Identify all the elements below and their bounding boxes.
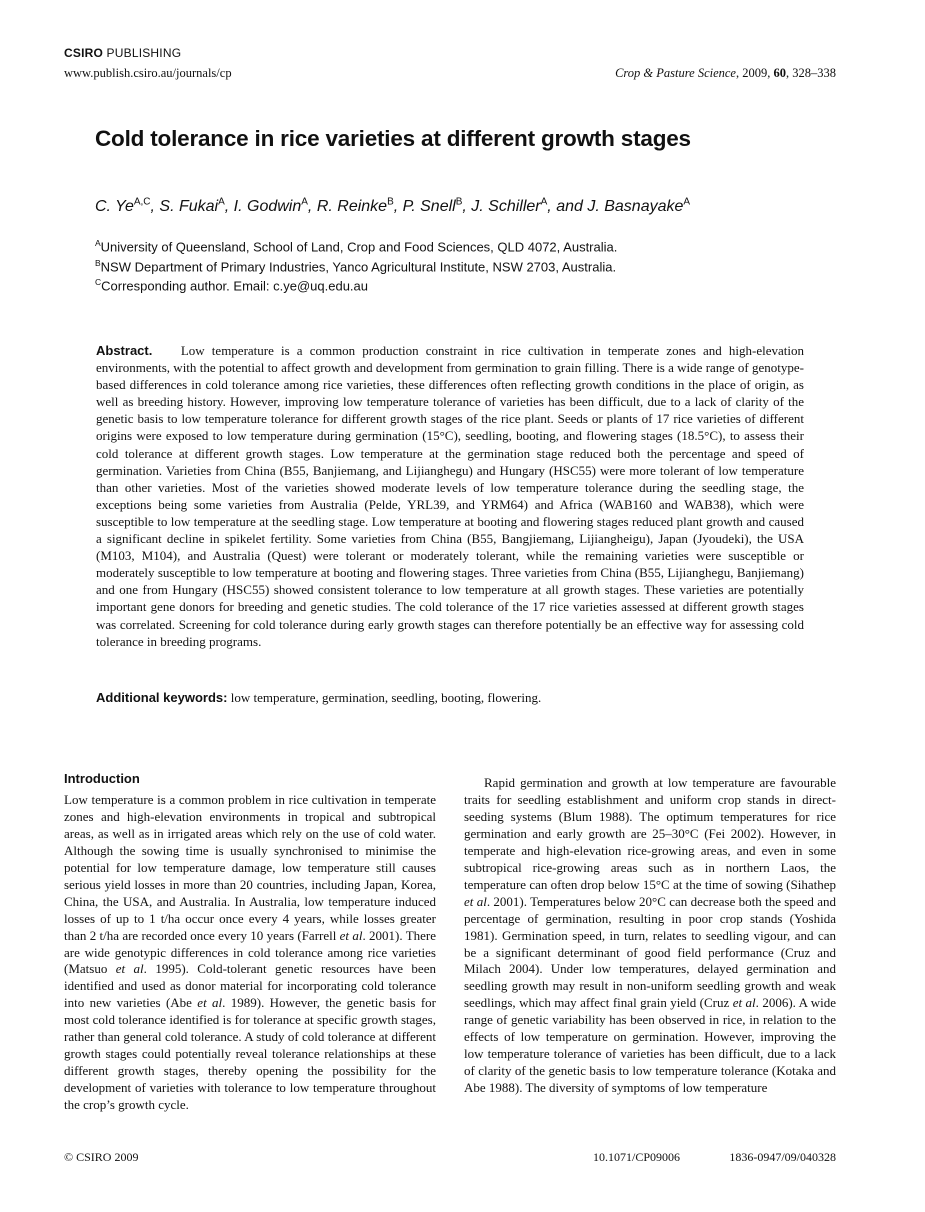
footer-copyright: © CSIRO 2009 (64, 1150, 139, 1164)
section-heading-introduction: Introduction (64, 771, 140, 786)
intro-paragraph-1: Low temperature is a common problem in rice cultivation in temperate zones and high-elevation environments in tropical and subtropical areas, as well as in irrigated areas which rely on the use of cold water. Although the sowing time is usually synchronised to minimise the potential for low temperature damage, low temperature still causes serious yield losses in more than 20 countries, including Japan, Korea, China, the USA, and Australia. In Australia, low temperature induced losses of up to 1 t/ha occur once every 4 years, while losses greater than 2 t/ha are recorded once every 10 years (Farrell et al. 2001). There are wide genotypic differences in cold tolerance among rice varieties (Matsuo et al. 1995). Cold-tolerant genetic resources have been identified and used as donor material for incorporating cold tolerance into new varieties (Abe et al. 1989). However, the genetic basis for most cold tolerance identified is for tolerance at specific growth stages, rather than general cold tolerance. A study of cold tolerance at different growth stages could potentially reveal tolerance relationships at these different growth stages, thereby opening the possibility for the development of varieties with tolerance to low temperature throughout the crop’s growth cycle. (64, 791, 436, 1113)
abstract-text: Low temperature is a common production constraint in rice cultivation in temperate zones and high-elevation environments, with the potential to affect growth and development from germination to grain filling. There is a wide range of genotype-based differences in cold tolerance among rice varieties, these differences often reflecting growth conditions in the place of origin, as well as breeding history. However, improving low temperature tolerance of varieties has been difficult, due to a lack of clarity of the genetic basis to low temperature tolerance for different growth stages of the rice plant. Seeds or plants of 17 rice varieties of different origins were exposed to low temperature during germination (15°C), seedling, booting, and flowering stages (18.5°C), to assess their cold tolerance at different growth stages. Low temperature at the germination stage reduced both the percentage and speed of germination. Varieties from China (B55, Banjiemang, and Lijianghegu) and Hungary (HSC55) were more tolerant of low temperature than other varieties. Most of the varieties showed moderate levels of low temperature tolerance during the seedling stage, the exceptions being some varieties from Australia (Pelde, YRL39, and YRM64) and Africa (WAB160 and WAB38), which were susceptible to low temperature at the seedling stage. Low temperature at booting and flowering stages reduced plant growth and caused a significant decline in spikelet fertility. Some varieties from China (B55, Bangjiemang, Lijiangheigu), Japan (Jyoudeki), the USA (M103, M104), and Australia (Quest) were tolerant or moderately tolerant, while the remaining varieties were susceptible or moderately susceptible to low temperature at booting and flowering stages. Three varieties from China (B55, Lijianghegu, Banjiemang) and one from Hungary (HSC55) showed consistent tolerance to low temperature at all growth stages. These varieties are potentially important gene donors for breeding and genetic studies. The cold tolerance of the 17 rice varieties assessed at different growth stages was correlated. Screening for cold tolerance during early growth stages can therefore potentially be an effective way for assessing cold tolerance in breeding programs. (96, 343, 805, 649)
affiliation-b: $^B$NSW Department of Primary Industries, Yanco Agricultural Institute, NSW 2703, Australia. (95, 258, 617, 275)
intro-paragraph-2: Rapid germination and growth at low temperature are favourable traits for seedling establishment and uniform crop stands in direct-seeding systems (Blum 1988). The optimum temperatures for rice germination and early growth are 25–30°C (Fei 2002). However, in temperate and high-elevation rice-growing areas, and even in some subtropical rice-growing areas such as in northern Laos, the temperature can often drop below 15°C at the time of sowing (Sihathep et al. 2001). Temperatures below 20°C can decrease both the speed and percentage of germination, resulting in poor crop stands (Yoshida 1981). Germination speed, in turn, relates to seedling vigour, and can be a significant determinant of good field performance (Cruz and Milach 2004). Under low temperatures, delayed germination and seedling growth may result in non-uniform seedling growth and weak seedlings, which may affect final grain yield (Cruz et al. 2006). A wide range of genetic variability has been observed in rice, in relation to the effects of low temperature on germination. However, improving the low temperature tolerance of varieties has been difficult, due to a lack of clarity of the genetic basis to low temperature tolerance (Kotaka and Abe 1988). The diversity of symptoms of low temperature (464, 775, 837, 1096)
author: J. Schiller$^A$, and (471, 197, 588, 216)
journal-url[interactable]: www.publish.csiro.au/journals/cp (64, 66, 232, 80)
abstract (96, 342, 804, 650)
journal-name: Crop & Pasture Science (615, 66, 736, 80)
publisher-logo (64, 46, 181, 60)
author: I. Godwin$^A$, (233, 197, 317, 216)
journal-year: , 2009, (736, 66, 774, 80)
body-column-left (64, 771, 436, 1114)
journal-volume: 60 (773, 66, 786, 80)
affiliation-a: $^A$University of Queensland, School of Land, Crop and Food Sciences, QLD 4072, Australia. (95, 238, 618, 255)
journal-pages: , 328–338 (786, 66, 836, 80)
keywords-text: low temperature, germination, seedling, booting, flowering. (230, 690, 542, 705)
footer-issn: 1836-0947/09/040328 (729, 1150, 836, 1164)
keywords-label: Additional keywords: (96, 690, 228, 705)
body-column-right (464, 775, 836, 1097)
corresponding-author: $^C$Corresponding author. Email: c.ye@uq.edu.au (95, 277, 368, 294)
author: P. Snell$^B$, (402, 197, 472, 216)
author: R. Reinke$^B$, (316, 197, 403, 216)
abstract-label: Abstract. (96, 343, 153, 358)
author: J. Basnayake$^A$ (587, 197, 691, 216)
footer-doi[interactable]: 10.1071/CP09006 (593, 1150, 681, 1164)
publisher-suffix: PUBLISHING (103, 46, 182, 60)
keywords (96, 690, 804, 706)
author: S. Fukai$^A$, (159, 197, 234, 216)
publisher-brand: CSIRO (64, 46, 104, 60)
author-list (95, 197, 690, 216)
author: C. $Ye^{A,C}$, (95, 197, 160, 216)
journal-citation (615, 66, 836, 81)
article-title: Cold tolerance in rice varieties at different growth stages (95, 126, 691, 151)
